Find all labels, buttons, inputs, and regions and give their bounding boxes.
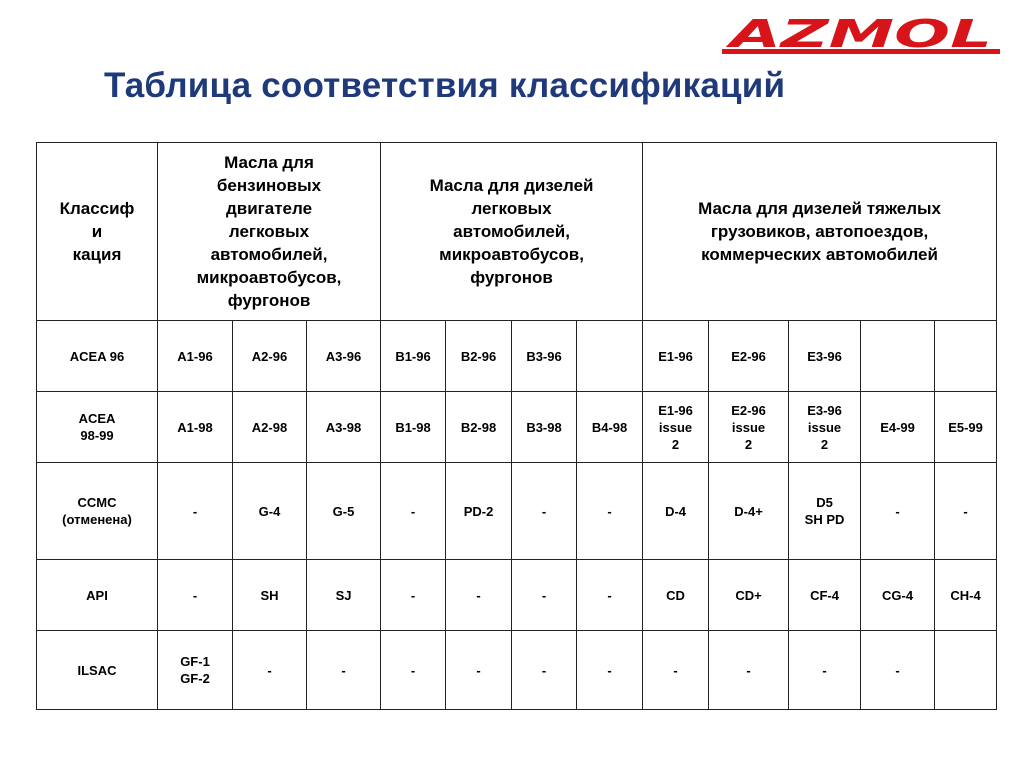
table-row [37, 560, 997, 631]
table-cell: - [577, 463, 643, 560]
table-cell: A2-98 [233, 392, 307, 463]
table-cell: D-4 [643, 463, 709, 560]
table-cell: - [446, 631, 512, 710]
table-cell: B2-98 [446, 392, 512, 463]
table-cell: E3-96 [789, 321, 861, 392]
table-cell: A3-96 [307, 321, 381, 392]
row-label: API [37, 560, 158, 631]
header-diesel-heavy: Масла для дизелей тяжелых грузовиков, автопоездов, коммерческих автомобилей [643, 143, 997, 321]
table-cell: A3-98 [307, 392, 381, 463]
azmol-logo [722, 16, 1000, 56]
table-cell: CD [643, 560, 709, 631]
table-cell: E1-96 issue 2 [643, 392, 709, 463]
table-cell: SJ [307, 560, 381, 631]
row-label: ACEA 98-99 [37, 392, 158, 463]
table-cell: - [307, 631, 381, 710]
table-cell: E1-96 [643, 321, 709, 392]
classification-table [36, 142, 997, 710]
page-title: Таблица соответствия классификаций [104, 66, 786, 105]
table-cell: - [577, 631, 643, 710]
row-label: ACEA 96 [37, 321, 158, 392]
table-cell: - [577, 560, 643, 631]
table-cell: E3-96 issue 2 [789, 392, 861, 463]
table-cell: B1-96 [381, 321, 446, 392]
table-cell: A1-98 [158, 392, 233, 463]
row-label: ILSAC [37, 631, 158, 710]
table-cell: B3-98 [512, 392, 577, 463]
table-cell: - [789, 631, 861, 710]
table-cell: E5-99 [935, 392, 997, 463]
table-cell: - [233, 631, 307, 710]
header-diesel-light: Масла для дизелей легковых автомобилей, микроавтобусов, фургонов [381, 143, 643, 321]
table-cell [577, 321, 643, 392]
table-cell: SH [233, 560, 307, 631]
logo-wordmark: AZMOL [724, 16, 992, 56]
table-cell [935, 321, 997, 392]
header-petrol-engines: Масла для бензиновых двигателе легковых автомобилей, микроавтобусов, фургонов [158, 143, 381, 321]
table-cell: PD-2 [446, 463, 512, 560]
table-cell: CG-4 [861, 560, 935, 631]
table-row [37, 392, 997, 463]
table-row [37, 631, 997, 710]
table-cell: - [512, 560, 577, 631]
table-cell: - [158, 463, 233, 560]
table-cell: - [512, 463, 577, 560]
table-cell: - [643, 631, 709, 710]
table-cell: G-4 [233, 463, 307, 560]
table-cell: - [381, 463, 446, 560]
table-cell [935, 631, 997, 710]
table-cell: E4-99 [861, 392, 935, 463]
table-cell: D5 SH PD [789, 463, 861, 560]
table-cell: CD+ [709, 560, 789, 631]
logo-graphic [722, 16, 1000, 56]
table-cell: - [861, 631, 935, 710]
table-cell: - [158, 560, 233, 631]
table-cell: - [381, 560, 446, 631]
table-cell: CH-4 [935, 560, 997, 631]
table-cell: D-4+ [709, 463, 789, 560]
table-cell: GF-1 GF-2 [158, 631, 233, 710]
table-cell: - [935, 463, 997, 560]
table-cell: A1-96 [158, 321, 233, 392]
table-cell [861, 321, 935, 392]
table-cell: - [709, 631, 789, 710]
header-classification: Классиф и кация [37, 143, 158, 321]
table-cell: E2-96 issue 2 [709, 392, 789, 463]
table-row [37, 463, 997, 560]
table-cell: G-5 [307, 463, 381, 560]
table-cell: A2-96 [233, 321, 307, 392]
table-cell: - [512, 631, 577, 710]
table-cell: B2-96 [446, 321, 512, 392]
table-cell: E2-96 [709, 321, 789, 392]
table-cell: B1-98 [381, 392, 446, 463]
table-cell: - [861, 463, 935, 560]
table-cell: - [446, 560, 512, 631]
table-cell: B3-96 [512, 321, 577, 392]
table-row [37, 321, 997, 392]
table-cell: B4-98 [577, 392, 643, 463]
table-cell: - [381, 631, 446, 710]
row-label: CCMC (отменена) [37, 463, 158, 560]
table-body [37, 321, 997, 710]
table-cell: CF-4 [789, 560, 861, 631]
